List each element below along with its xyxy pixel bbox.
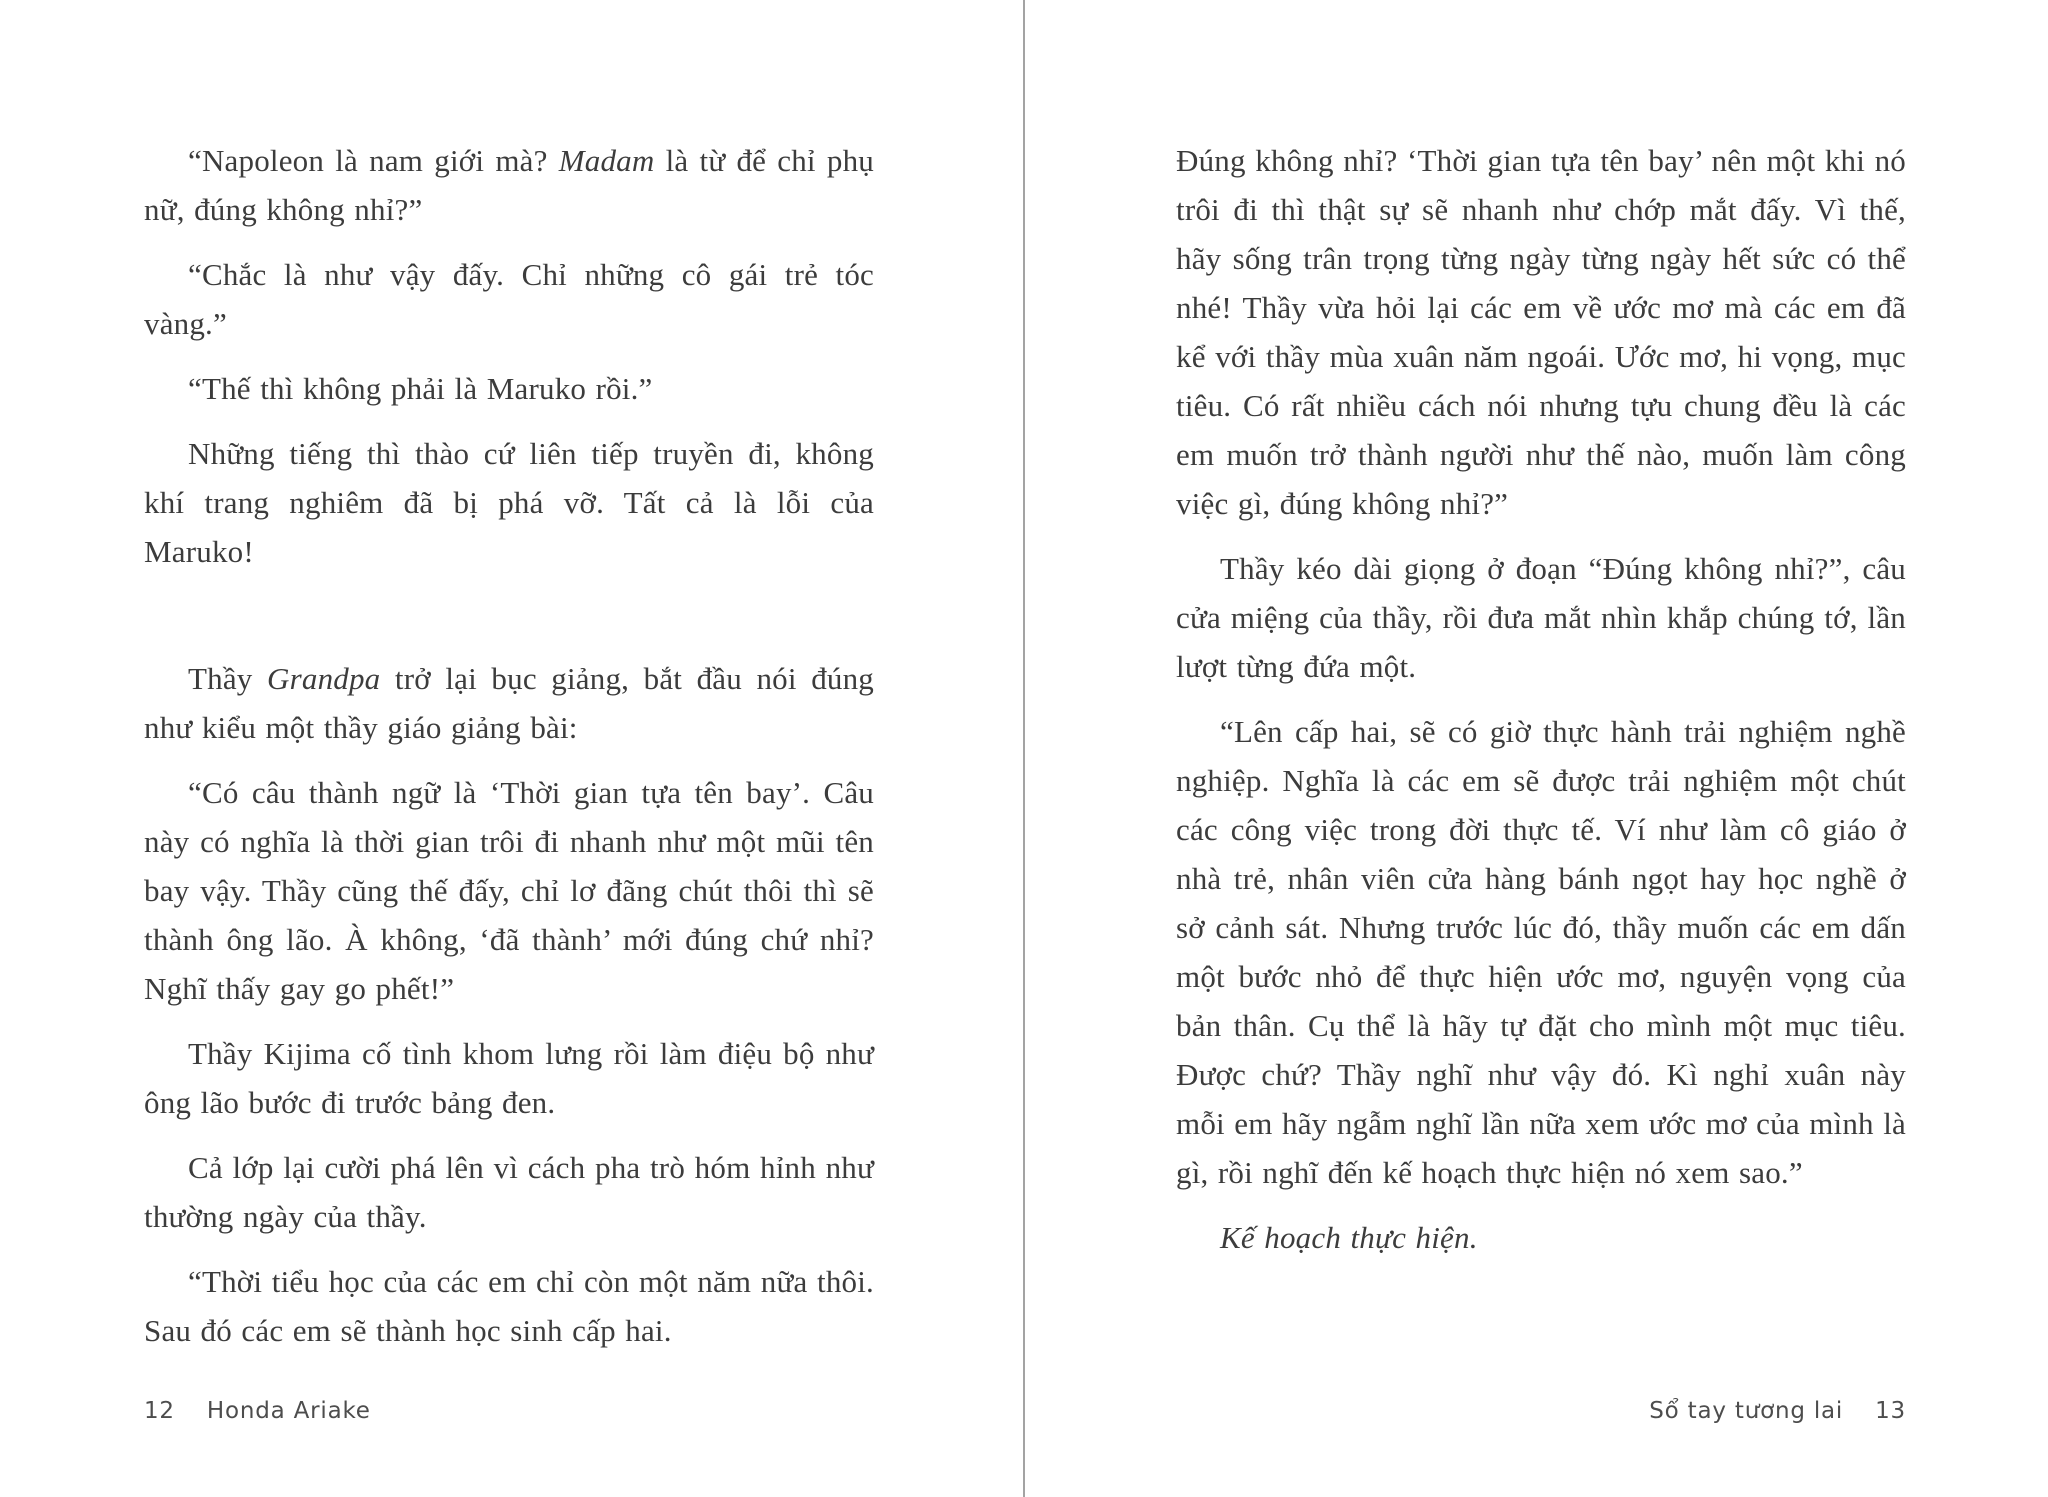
- paragraph: Những tiếng thì thào cứ liên tiếp truyền đi, không khí trang nghiêm đã bị phá vỡ. Tất cả là lỗi của Maruko!: [144, 436, 874, 569]
- paragraph: Thầy Grandpa trở lại bục giảng, bắt đầu nói đúng như kiểu một thầy giáo giảng bài:: [144, 661, 875, 745]
- paragraph: Thầy kéo dài giọng ở đoạn “Đúng không nhỉ?”, câu cửa miệng của thầy, rồi đưa mắt nhìn khắp chúng tớ, lần lượt từng đứa một.: [1176, 551, 1906, 684]
- right-footer: [1176, 1398, 1906, 1424]
- left-running-title: Honda Ariake: [206, 1398, 371, 1424]
- left-text-column: [144, 136, 874, 1355]
- page-right: [1176, 0, 1906, 1497]
- paragraph: Cả lớp lại cười phá lên vì cách pha trò hóm hỉnh như thường ngày của thầy.: [144, 1150, 874, 1234]
- right-text-column: [1176, 136, 1906, 1262]
- page-left: [144, 0, 874, 1497]
- left-page-number: 12: [144, 1398, 175, 1424]
- paragraph: “Thế thì không phải là Maruko rồi.”: [188, 371, 653, 406]
- paragraph: Thầy Kijima cố tình khom lưng rồi làm điệu bộ như ông lão bước đi trước bảng đen.: [144, 1036, 874, 1120]
- paragraph: “Thời tiểu học của các em chỉ còn một năm nữa thôi. Sau đó các em sẽ thành học sinh cấp hai.: [144, 1264, 874, 1348]
- paragraph: Kế hoạch thực hiện.: [1220, 1220, 1478, 1255]
- paragraph: “Có câu thành ngữ là ‘Thời gian tựa tên bay’. Câu này có nghĩa là thời gian trôi đi nhanh như một mũi tên bay vậy. Thầy cũng thế đấy, chỉ lơ đãng chút thôi thì sẽ thành ông lão. À không, ‘đã thành’ mới đúng chứ nhỉ? Nghĩ thấy gay go phết!”: [144, 775, 874, 1006]
- right-page-number: 13: [1875, 1398, 1906, 1424]
- paragraph: “Napoleon là nam giới mà? Madam là từ để chỉ phụ nữ, đúng không nhỉ?”: [144, 143, 874, 227]
- paragraph: “Chắc là như vậy đấy. Chỉ những cô gái trẻ tóc vàng.”: [144, 257, 874, 341]
- page-divider: [1023, 0, 1025, 1497]
- paragraph: Đúng không nhỉ? ‘Thời gian tựa tên bay’ nên một khi nó trôi đi thì thật sự sẽ nhanh như chớp mắt đấy. Vì thế, hãy sống trân trọng từng ngày từng ngày hết sức có thể nhé! Thầy vừa hỏi lại các em về ước mơ mà các em đã kể với thầy mùa xuân năm ngoái. Ước mơ, hi vọng, mục tiêu. Có rất nhiều cách nói nhưng tựu chung đều là các em muốn trở thành người như thế nào, muốn làm công việc gì, đúng không nhỉ?”: [1176, 143, 1906, 521]
- left-footer: [144, 1398, 874, 1424]
- paragraph: “Lên cấp hai, sẽ có giờ thực hành trải nghiệm nghề nghiệp. Nghĩa là các em sẽ được trải nghiệm một chút các công việc trong đời thực tế. Ví như làm cô giáo ở nhà trẻ, nhân viên cửa hàng bánh ngọt hay học nghề ở sở cảnh sát. Nhưng trước lúc đó, thầy muốn các em dấn một bước nhỏ để thực hiện ước mơ, nguyện vọng của bản thân. Cụ thể là hãy tự đặt cho mình một mục tiêu. Được chứ? Thầy nghĩ như vậy đó. Kì nghỉ xuân này mỗi em hãy ngẫm nghĩ lần nữa xem ước mơ của mình là gì, rồi nghĩ đến kế hoạch thực hiện nó xem sao.”: [1176, 714, 1906, 1190]
- right-running-title: Sổ tay tương lai: [1649, 1398, 1844, 1424]
